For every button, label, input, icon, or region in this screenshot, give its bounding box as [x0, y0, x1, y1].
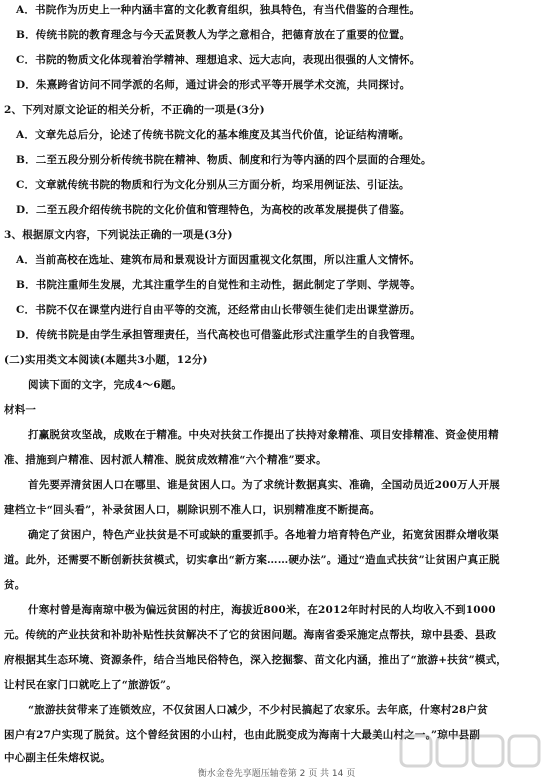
paragraph-line: 贫。 [4, 579, 26, 591]
paragraph-line: 什寒村曾是海南琼中极为偏远贫困的村庄，海拔近800米，在2012年时村民的人均收入不到1000 [28, 604, 496, 616]
paragraph-line: 府根据其生态环境、资源条件，结合当地民俗特色，深入挖掘黎、苗文化内涵，推出了“旅游+扶贫”模式， [4, 654, 507, 666]
q1-option-a: A．书院作为历史上一种内涵丰富的文化教育组织，独具特色，有当代借鉴的合理性。 [16, 4, 421, 16]
q2-option-a: A．文章先总后分，论述了传统书院文化的基本维度及其当代价值，论证结构清晰。 [16, 129, 410, 141]
paragraph-line: 元。传统的产业扶贫和补助补贴性扶贫解决不了它的贫困问题。海南省委采施定点帮扶，琼中县委、县政 [4, 629, 497, 641]
q1-option-c: C．书院的物质文化体现着治学精神、理想追求、远大志向，表现出很强的人文情怀。 [16, 54, 421, 66]
section-heading: (二)实用类文本阅读(本题共3小题，12分) [4, 354, 208, 366]
q3-option-d: D．传统书院是由学生承担管理责任，当代高校也可借鉴此形式注重学生的自我管理。 [16, 329, 422, 341]
q3-option-a: A．当前高校在选址、建筑布局和景观设计方面因重视文化氛围，所以注重人文情怀。 [16, 254, 421, 266]
page-footer: 衡水金卷先享题压轴卷第 2 页 共 14 页 [197, 769, 356, 779]
paragraph-line: 打赢脱贫攻坚战，成败在于精准。中央对扶贫工作提出了扶持对象精准、项目安排精准、资金使用精 [28, 429, 499, 441]
paragraph-line: 让村民在家门口就吃上了“旅游饭”。 [4, 679, 177, 691]
reading-instruction: 阅读下面的文字，完成4～6题。 [28, 379, 183, 391]
q2-option-c: C．文章就传统书院的物质和行为文化分别从三方面分析，均采用例证法、引证法。 [16, 179, 410, 191]
paragraph-line: “旅游扶贫带来了连锁效应，不仅贫困人口减少，不少村民搞起了农家乐。去年底，什寒村28户贫 [28, 704, 488, 716]
q1-option-b: B．传统书院的教育理念与今天孟贤教人为学之意相合，把德育放在了重要的位置。 [16, 29, 411, 41]
q2-option-d: D．二至五段介绍传统书院的文化价值和管理特色，为高校的改革发展提供了借鉴。 [16, 204, 411, 216]
q3-option-c: C．书院不仅在课堂内进行自由平等的交流，还经常由山长带领生徒们走出课堂游历。 [16, 304, 421, 316]
paragraph-line: 确定了贫困户，特色产业扶贫是不可或缺的重要抓手。各地着力培育特色产业，拓宽贫困群众增收渠 [28, 529, 499, 541]
paragraph-line: 建档立卡“回头看”，补录贫困人口，剔除识别不准人口，识别精准度不断提高。 [4, 504, 381, 516]
question-2-stem: 2、下列对原文论证的相关分析，不正确的一项是(3分) [4, 104, 265, 116]
watermark-logo-icon [395, 728, 545, 776]
q1-option-d: D．朱熹跨省访问不同学派的名师，通过讲会的形式平等开展学术交流，共同探讨。 [16, 79, 411, 91]
q3-option-b: B．书院注重师生发展，尤其注重学生的自觉性和主动性，据此制定了学则、学规等。 [16, 279, 421, 291]
question-3-stem: 3、根据原文内容，下列说法正确的一项是(3分) [4, 229, 233, 241]
paragraph-line: 困户有27户实现了脱贫。这个曾经贫困的小山村，也由此脱变成为海南十大最美山村之一。”琼中县副 [4, 729, 481, 741]
paragraph-line: 首先要弄清贫困人口在哪里、谁是贫困人口。为了求统计数据真实、准确，全国动员近200万人开展 [28, 479, 500, 491]
paragraph-line: 准、措施到户精准、因村派人精准、脱贫成效精准“六个精准”要求。 [4, 454, 327, 466]
q2-option-b: B．二至五段分别分析传统书院在精神、物质、制度和行为等内涵的四个层面的合理处。 [16, 154, 432, 166]
paragraph-line: 道。此外，还需要不断创新扶贫模式，切实拿出“新方案……硬办法”。通过“造血式扶贫”让贫困户真正脱 [4, 554, 500, 566]
paragraph-line: 中心副主任朱熔权说。 [4, 752, 111, 764]
material-heading: 材料一 [4, 404, 37, 416]
